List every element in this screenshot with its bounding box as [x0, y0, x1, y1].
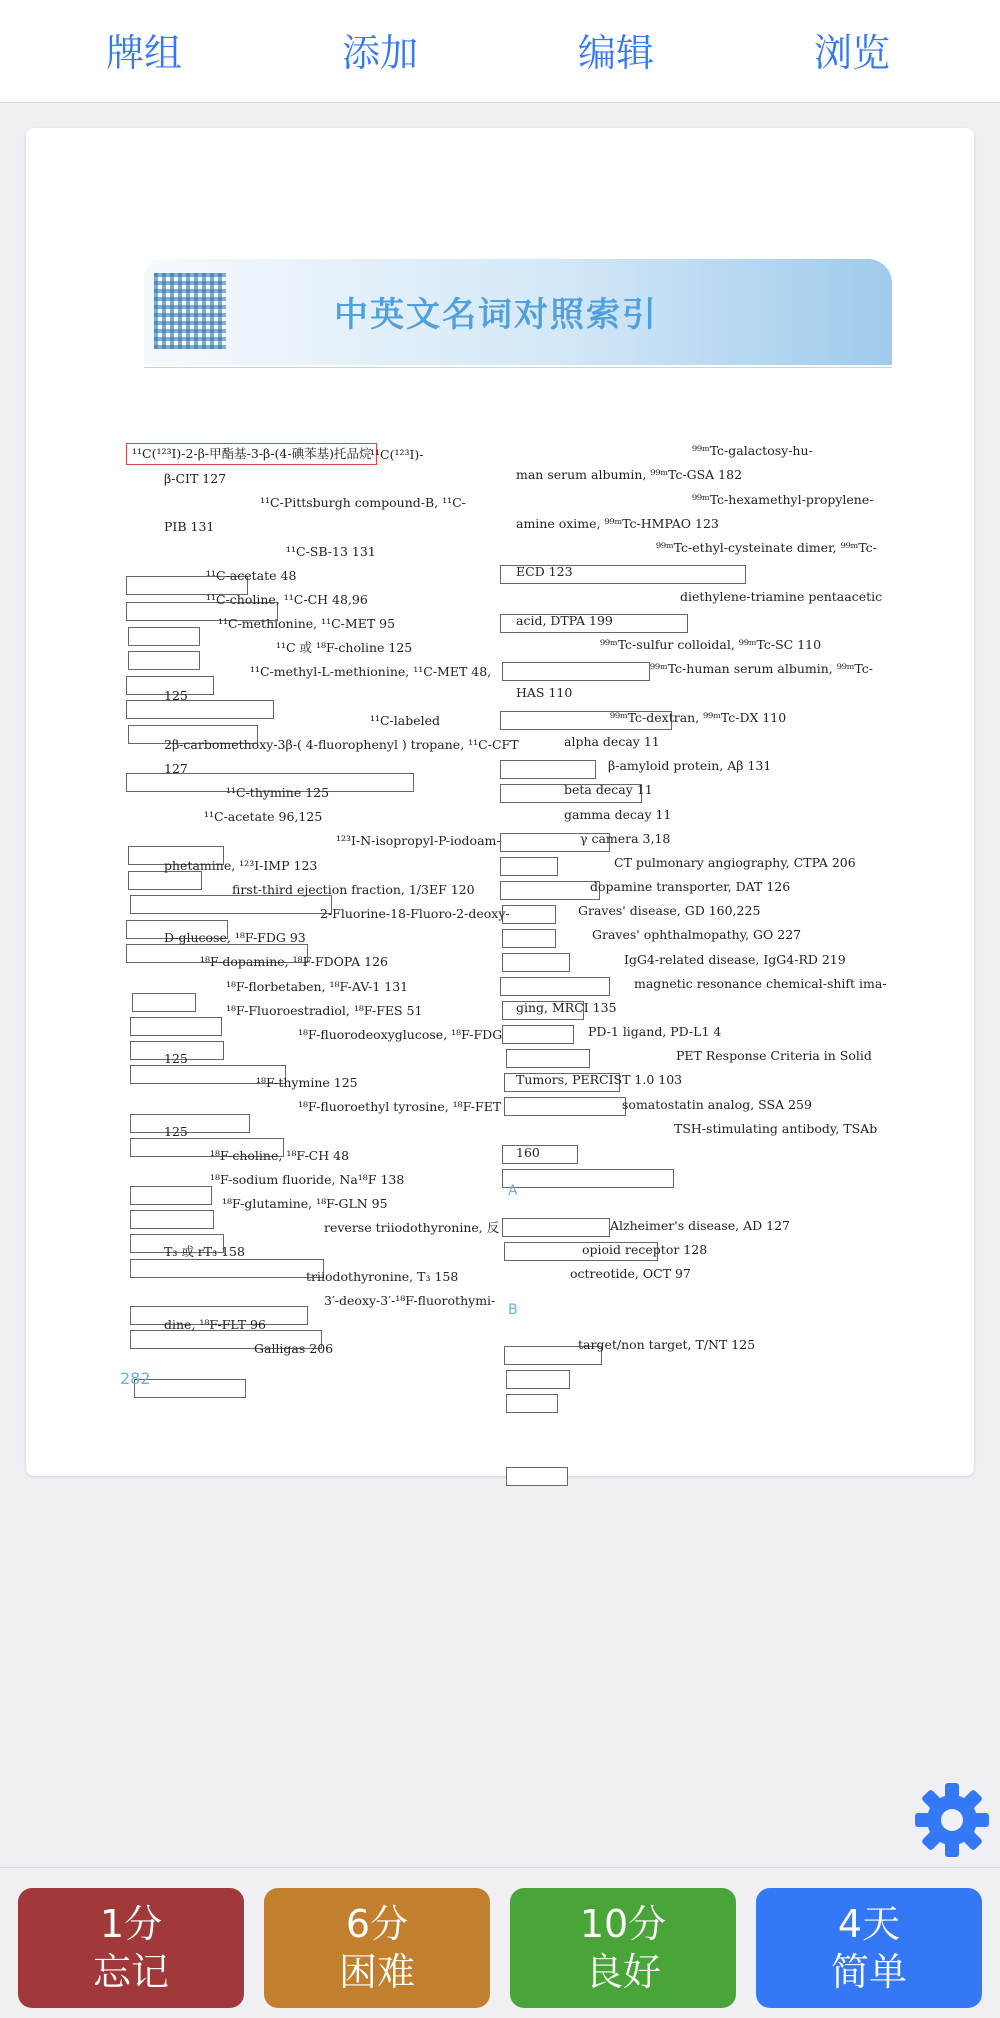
index-entry: man serum albumin, ⁹⁹ᵐTc-GSA 182 [516, 467, 743, 482]
index-entry: ¹¹C-methyl-L-methionine, ¹¹C-MET 48, [250, 664, 492, 679]
index-entry: magnetic resonance chemical-shift ima- [634, 976, 887, 991]
index-entry: γ camera 3,18 [580, 831, 671, 846]
cloze-box[interactable] [500, 977, 610, 996]
cloze-box[interactable] [500, 857, 558, 876]
index-entry: ¹⁸F-fluorodeoxyglucose, ¹⁸F-FDG [298, 1027, 503, 1042]
easy-button[interactable] [756, 1888, 982, 2008]
index-entry: ⁹⁹ᵐTc-ethyl-cysteinate dimer, ⁹⁹ᵐTc- [656, 540, 877, 555]
cloze-box[interactable] [502, 1145, 578, 1164]
index-entry: amine oxime, ⁹⁹ᵐTc-HMPAO 123 [516, 516, 719, 531]
index-entry: PIB 131 [164, 519, 215, 534]
cloze-box[interactable] [506, 1467, 568, 1486]
scanned-index-page [70, 164, 928, 1426]
index-entry: ⁹⁹ᵐTc-sulfur colloidal, ⁹⁹ᵐTc-SC 110 [600, 637, 822, 652]
index-entry: ¹⁸F-dopamine, ¹⁸F-FDOPA 126 [200, 954, 389, 969]
index-entry: Galligas 206 [254, 1341, 334, 1356]
cloze-box[interactable] [506, 1370, 570, 1389]
index-entry: HAS 110 [516, 685, 573, 700]
index-entry: Graves' disease, GD 160,225 [578, 903, 761, 918]
index-entry: target/non target, T/NT 125 [578, 1337, 756, 1352]
section-letter: B [508, 1302, 518, 1318]
index-entry: ECD 123 [516, 564, 573, 579]
index-entry: acid, DTPA 199 [516, 613, 613, 628]
index-entry: 127 [164, 761, 188, 776]
cloze-box[interactable] [502, 662, 650, 681]
banner-divider [144, 367, 892, 368]
index-entry: ¹⁸F-fluoroethyl tyrosine, ¹⁸F-FET [298, 1099, 502, 1114]
index-entry: ¹¹C-acetate 96,125 [204, 809, 323, 824]
index-entry: T₃ 或 rT₃ 158 [164, 1244, 245, 1259]
index-entry: Tumors, PERCIST 1.0 103 [516, 1072, 683, 1087]
index-entry: ging, MRCI 135 [516, 1000, 617, 1015]
index-entry: dine, ¹⁸F-FLT 96 [164, 1317, 266, 1332]
cloze-box[interactable] [130, 1210, 214, 1229]
index-entry: phetamine, ¹²³I-IMP 123 [164, 858, 318, 873]
index-entry: gamma decay 11 [564, 807, 672, 822]
index-entry: ¹⁸F-thymine 125 [256, 1075, 358, 1090]
index-entry: 125 [164, 1051, 188, 1066]
index-entry: IgG4-related disease, IgG4-RD 219 [624, 952, 846, 967]
good-label: 良好 [584, 1950, 661, 1994]
cloze-box[interactable] [502, 905, 556, 924]
index-entry: Graves' ophthalmopathy, GO 227 [592, 927, 802, 942]
index-entry: D-glucose, ¹⁸F-FDG 93 [164, 930, 306, 945]
cloze-box[interactable] [130, 1114, 250, 1133]
section-letter: A [508, 1183, 518, 1199]
index-entry: ¹¹C-Pittsburgh compound-B, ¹¹C- [260, 495, 466, 510]
index-entry: 125 [164, 688, 188, 703]
cloze-box[interactable] [506, 1394, 558, 1413]
cloze-box[interactable] [502, 953, 570, 972]
highlighted-entry: ¹¹C(¹²³I)-2-β-甲酯基-3-β-(4-碘苯基)托品烷 [126, 443, 377, 465]
tab-browse[interactable]: 浏览 [813, 31, 890, 75]
tab-decks[interactable]: 牌组 [105, 31, 182, 75]
tab-add[interactable]: 添加 [341, 31, 418, 75]
index-entry: ¹¹C-acetate 48 [206, 568, 297, 583]
cloze-box[interactable] [130, 1017, 222, 1036]
cloze-box[interactable] [128, 651, 200, 670]
hard-interval: 6分 [345, 1902, 409, 1946]
cloze-box[interactable] [506, 1049, 590, 1068]
hard-label: 困难 [338, 1950, 415, 1994]
index-entry: diethylene-triamine pentaacetic [680, 589, 883, 604]
again-interval: 1分 [99, 1902, 163, 1946]
index-entry: somatostatin analog, SSA 259 [622, 1097, 812, 1112]
index-entry: TSH-stimulating antibody, TSAb [674, 1121, 878, 1136]
index-entry: ¹⁸F-Fluoroestradiol, ¹⁸F-FES 51 [226, 1003, 423, 1018]
index-entry: ¹¹C-thymine 125 [226, 785, 330, 800]
index-entry: ⁹⁹ᵐTc-galactosy-hu- [692, 443, 813, 458]
gear-icon[interactable] [914, 1782, 990, 1858]
cloze-box[interactable] [126, 700, 274, 719]
cloze-box[interactable] [500, 881, 600, 900]
tab-edit[interactable]: 编辑 [577, 31, 654, 75]
index-banner [144, 259, 892, 365]
answer-button-bar [0, 1867, 1000, 2018]
index-entry: octreotide, OCT 97 [570, 1266, 691, 1281]
index-entry: opioid receptor 128 [582, 1242, 708, 1257]
top-navigation-bar [0, 0, 1000, 103]
banner-title: 中英文名词对照索引 [334, 295, 658, 335]
index-entry: ⁹⁹ᵐTc-dextran, ⁹⁹ᵐTc-DX 110 [610, 710, 787, 725]
cloze-box[interactable] [502, 929, 556, 948]
index-entry: ¹¹C-choline, ¹¹C-CH 48,96 [206, 592, 368, 607]
index-entry: first-third ejection fraction, 1/3EF 120 [232, 882, 475, 897]
cloze-box[interactable] [500, 760, 596, 779]
cloze-box[interactable] [130, 1186, 212, 1205]
cloze-box[interactable] [504, 1097, 626, 1116]
index-entry: 2-Fluorine-18-Fluoro-2-deoxy- [320, 906, 510, 921]
again-button[interactable] [18, 1888, 244, 2008]
index-entry: 3′-deoxy-3′-¹⁸F-fluorothymi- [324, 1293, 496, 1308]
index-entry: beta decay 11 [564, 782, 653, 797]
index-entry: 160 [516, 1145, 540, 1160]
hard-button[interactable] [264, 1888, 490, 2008]
cloze-box[interactable] [502, 1025, 574, 1044]
index-entry: β-CIT 127 [164, 471, 227, 486]
index-entry: 2β-carbomethoxy-3β-( 4-fluorophenyl ) tropane, ¹¹C-CFT [164, 737, 519, 752]
index-entry: ¹²³I-N-isopropyl-P-iodoam- [336, 833, 501, 848]
index-entry: ¹⁸F-choline, ¹⁸F-CH 48 [210, 1148, 350, 1163]
again-label: 忘记 [92, 1950, 169, 1994]
cloze-box[interactable] [130, 1259, 324, 1278]
index-entry: PET Response Criteria in Solid [676, 1048, 872, 1063]
easy-label: 简单 [830, 1950, 907, 1994]
index-entry: triiodothyronine, T₃ 158 [306, 1269, 459, 1284]
index-entry: ¹⁸F-florbetaben, ¹⁸F-AV-1 131 [226, 979, 409, 994]
cloze-box[interactable] [132, 993, 196, 1012]
index-entry: ¹¹C-SB-13 131 [286, 544, 376, 559]
cloze-box[interactable] [502, 1218, 610, 1237]
index-entry: ¹¹C 或 ¹⁸F-choline 125 [276, 640, 413, 655]
index-entry: ⁹⁹ᵐTc-hexamethyl-propylene- [692, 492, 874, 507]
index-entry: ¹¹C-methionine, ¹¹C-MET 95 [218, 616, 396, 631]
index-entry: dopamine transporter, DAT 126 [590, 879, 791, 894]
good-interval: 10分 [579, 1902, 667, 1946]
index-entry: CT pulmonary angiography, CTPA 206 [614, 855, 856, 870]
easy-interval: 4天 [837, 1902, 901, 1946]
index-entry: PD-1 ligand, PD-L1 4 [588, 1024, 722, 1039]
index-entry: ¹⁸F-sodium fluoride, Na¹⁸F 138 [210, 1172, 405, 1187]
index-entry: ¹⁸F-glutamine, ¹⁸F-GLN 95 [222, 1196, 388, 1211]
index-entry: alpha decay 11 [564, 734, 660, 749]
index-entry: reverse triiodothyronine, 反 [324, 1220, 500, 1235]
index-entry: ¹¹C(¹²³I)- [370, 447, 424, 462]
index-entry: β-amyloid protein, Aβ 131 [608, 758, 772, 773]
cloze-box[interactable] [502, 1169, 674, 1188]
good-button[interactable] [510, 1888, 736, 2008]
qr-code-icon [154, 273, 226, 349]
cloze-box[interactable] [128, 627, 200, 646]
cloze-box[interactable] [134, 1379, 246, 1398]
index-entry: 125 [164, 1124, 188, 1139]
index-entry: Alzheimer's disease, AD 127 [610, 1218, 791, 1233]
page-number: 282 [120, 1369, 151, 1388]
index-entry: ¹¹C-labeled [370, 713, 441, 728]
index-entry: ⁹⁹ᵐTc-human serum albumin, ⁹⁹ᵐTc- [650, 661, 874, 676]
flashcard [26, 128, 974, 1476]
